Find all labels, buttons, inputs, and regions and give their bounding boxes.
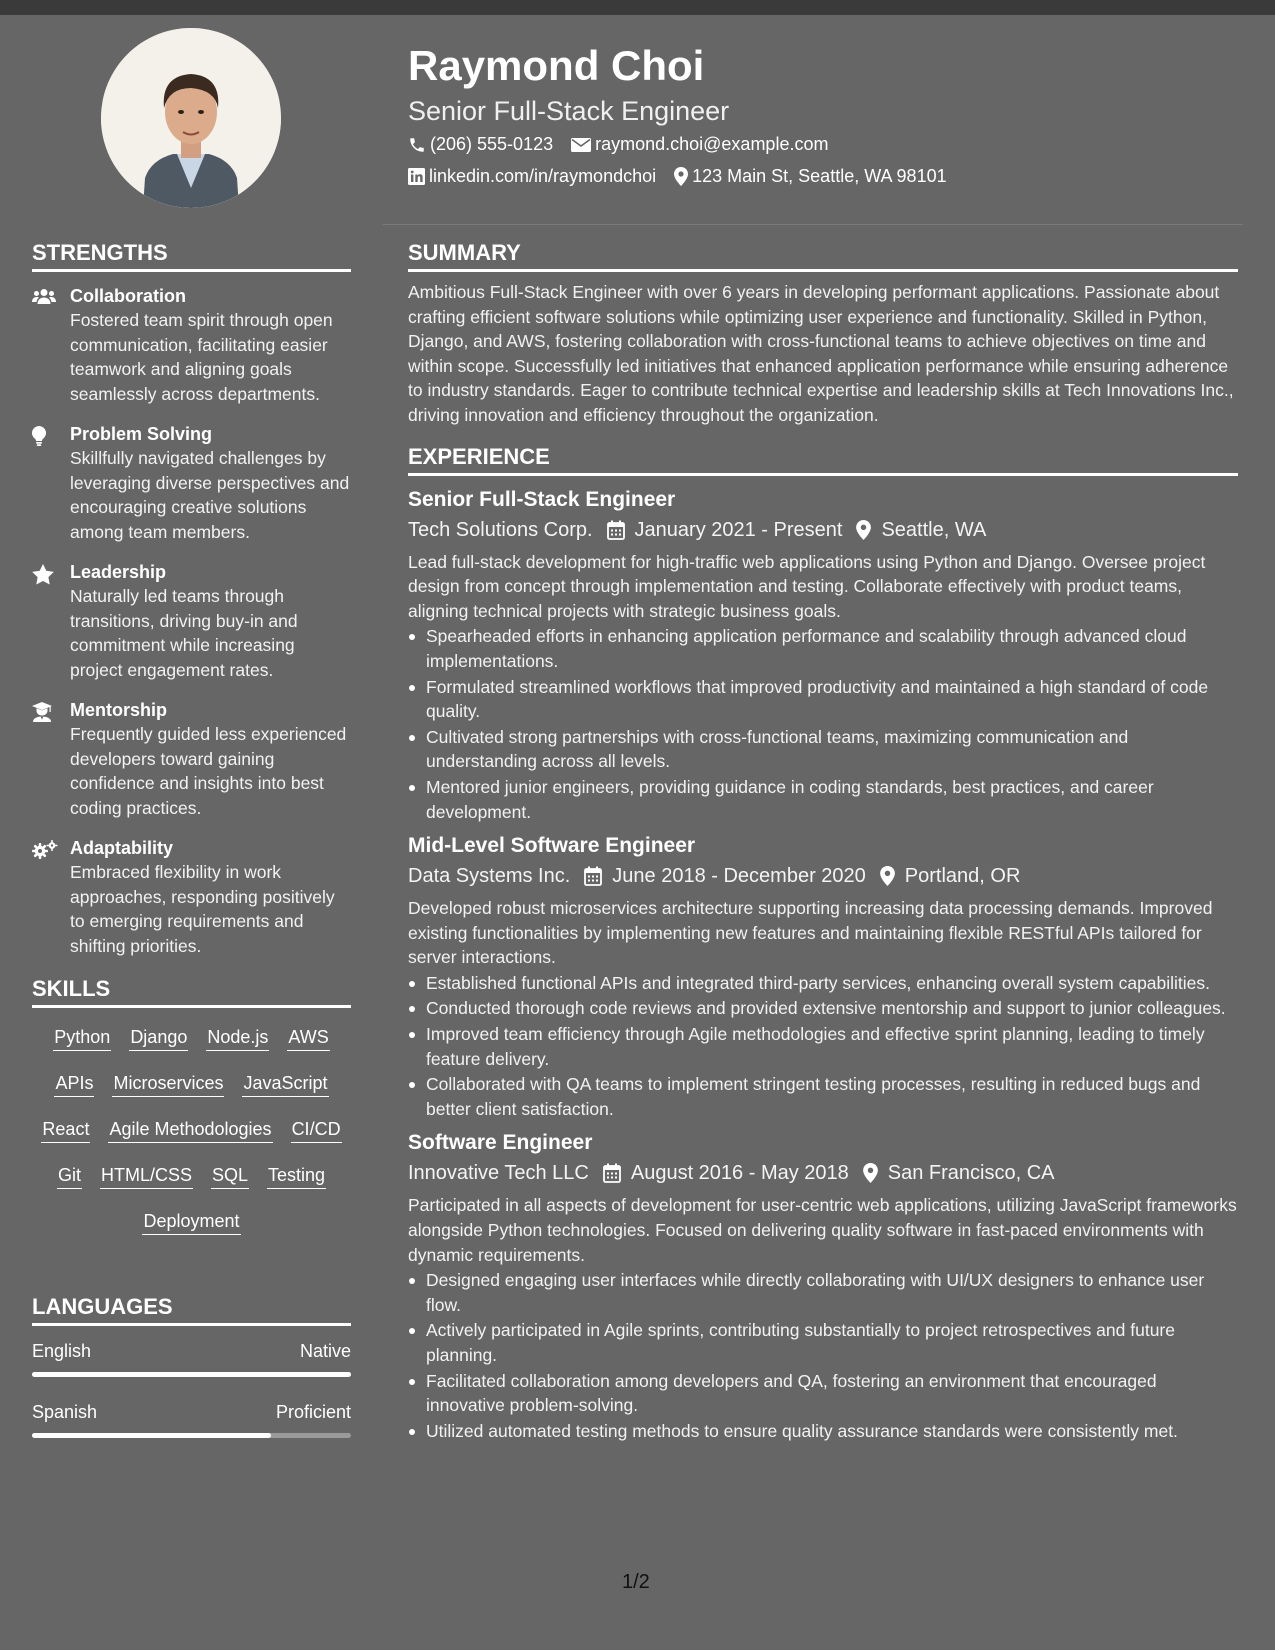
strength-title: Adaptability	[70, 838, 174, 858]
linkedin-contact[interactable]	[408, 166, 656, 187]
teacher-icon	[32, 702, 52, 722]
contact-row-2	[408, 166, 965, 187]
job-bullet: Improved team efficiency through Agile methodologies and effective sprint planning, leading to timely feature delivery.	[408, 1022, 1238, 1071]
calendar-icon	[584, 866, 602, 886]
job-title: Mid-Level Software Engineer	[408, 834, 696, 858]
language-proficiency-bar	[32, 1433, 351, 1438]
contact-row-1	[408, 134, 846, 155]
users-icon	[32, 288, 56, 304]
company-name: Tech Solutions Corp.	[408, 518, 593, 541]
linkedin-url[interactable]: linkedin.com/in/raymondchoi	[429, 166, 657, 186]
summary-text: Ambitious Full-Stack Engineer with over 6 years in developing performant applications. Passionate about crafting efficient software solutions while optimizing user experience and functionality. Skilled in Python, Django, and AWS, fostering collaboration with cross-functional teams to achieve objectives on time and within scope. Successfully led initiatives that enhanced application performance while ensuring adherence to industry standards. Eager to contribute technical expertise and leadership skills at Tech Innovations Inc., driving innovation and efficiency throughout the organization.	[408, 282, 1234, 425]
strength-title: Problem Solving	[70, 424, 213, 444]
job-description: Developed robust microservices architecture supporting increasing data processing demands. Improved existing functionalities by implementing new features and maintaining flexible RESTful APIs tailored for server interactions.	[408, 898, 1213, 968]
map-pin-icon	[880, 866, 895, 886]
skill-tag: Python	[53, 1024, 111, 1051]
skill-tag: Node.js	[206, 1024, 269, 1051]
language-proficiency-bar	[32, 1372, 351, 1377]
strengths-heading: STRENGTHS	[32, 238, 351, 272]
profile-photo	[101, 28, 281, 208]
email-address[interactable]: raymond.choi@example.com	[595, 134, 829, 154]
skill-tag: Agile Methodologies	[108, 1116, 272, 1143]
experience-heading: EXPERIENCE	[408, 442, 1238, 476]
job-bullet: Facilitated collaboration among developers and QA, fostering an environment that encouraged innovative problem-solving.	[408, 1369, 1238, 1418]
phone-number: (206) 555-0123	[430, 134, 554, 154]
language-proficiency-fill	[32, 1433, 271, 1438]
calendar-icon	[603, 1163, 621, 1183]
strength-item	[32, 698, 351, 820]
strength-item	[32, 836, 351, 958]
job-bullet: Utilized automated testing methods to ensure quality assurance standards were consistently met.	[408, 1419, 1238, 1444]
map-pin-icon	[674, 167, 688, 186]
email-contact[interactable]	[571, 134, 828, 155]
strength-title: Leadership	[70, 562, 167, 582]
skill-tag: AWS	[287, 1024, 329, 1051]
language-item	[32, 1399, 351, 1438]
job-bullet: Established functional APIs and integrated third-party services, enhancing overall system capabilities.	[408, 971, 1238, 996]
phone-contact	[408, 134, 553, 155]
job-title: Senior Full-Stack Engineer	[408, 487, 676, 511]
job-location: Seattle, WA	[881, 518, 987, 541]
gears-icon	[32, 840, 58, 860]
strength-title: Collaboration	[70, 286, 186, 306]
skill-tag: JavaScript	[242, 1070, 328, 1097]
job-meta	[408, 1157, 1238, 1189]
job-bullets	[408, 624, 1238, 824]
job-description: Lead full-stack development for high-traffic web applications using Python and Django. Oversee project design from concept through implementation and testing. Collaborate effectively with product teams, aligning technical projects with strategic business goals.	[408, 551, 1206, 621]
skill-tag: Microservices	[112, 1070, 224, 1097]
skill-tag: React	[41, 1116, 90, 1143]
job-meta	[408, 514, 1238, 546]
job-bullets	[408, 971, 1238, 1122]
page-number: 1/2	[622, 1571, 650, 1593]
header-divider	[383, 224, 1243, 225]
candidate-name: Raymond Choi	[408, 42, 705, 89]
linkedin-icon	[408, 168, 425, 185]
job-bullet: Mentored junior engineers, providing guidance in coding standards, best practices, and career development.	[408, 775, 1238, 824]
map-pin-icon	[856, 520, 871, 540]
strength-item	[32, 422, 351, 544]
job-dates: August 2016 - May 2018	[630, 1162, 849, 1185]
candidate-title: Senior Full-Stack Engineer	[408, 96, 730, 126]
job-description: Participated in all aspects of development for user-centric web applications, utilizing JavaScript frameworks alongside Python technologies. Focused on delivering quality software in fast-paced environments with dynamic requirements.	[408, 1195, 1237, 1265]
language-level: Native	[299, 1341, 351, 1361]
job-entry	[408, 832, 1238, 1121]
job-bullet: Spearheaded efforts in enhancing application performance and scalability through advanced cloud implementations.	[408, 624, 1238, 673]
job-bullet: Collaborated with QA teams to implement stringent testing processes, resulting in reduced bugs and better client satisfaction.	[408, 1072, 1238, 1121]
job-bullet: Designed engaging user interfaces while directly collaborating with UI/UX designers to enhance user flow.	[408, 1268, 1238, 1317]
strength-title: Mentorship	[70, 700, 167, 720]
job-title: Software Engineer	[408, 1131, 593, 1155]
job-bullet: Actively participated in Agile sprints, contributing substantially to project retrospectives and future planning.	[408, 1318, 1238, 1367]
language-name: Spanish	[32, 1402, 98, 1422]
job-location: Portland, OR	[904, 865, 1021, 888]
skill-tag: Testing	[267, 1162, 326, 1189]
language-item	[32, 1338, 351, 1377]
job-bullet: Cultivated strong partnerships with cross-functional teams, maximizing communication and understanding across all levels.	[408, 725, 1238, 774]
main-content	[408, 238, 1238, 1453]
job-bullet: Conducted thorough code reviews and provided extensive mentorship and support to junior colleagues.	[408, 996, 1238, 1021]
strength-description: Fostered team spirit through open communication, facilitating easier teamwork and aligning goals seamlessly across departments.	[70, 310, 333, 404]
job-location: San Francisco, CA	[887, 1162, 1055, 1185]
skills-heading: SKILLS	[32, 974, 351, 1008]
address-text: 123 Main St, Seattle, WA 98101	[692, 166, 947, 186]
job-dates: January 2021 - Present	[634, 518, 843, 541]
phone-icon	[408, 136, 426, 154]
skill-tag: Git	[57, 1162, 82, 1189]
sidebar	[32, 238, 351, 1460]
language-name: English	[32, 1341, 92, 1361]
skill-tag: Deployment	[142, 1208, 240, 1235]
strength-description: Embraced flexibility in work approaches, responding positively to emerging requirements and shifting priorities.	[70, 862, 335, 956]
skill-tag: HTML/CSS	[100, 1162, 193, 1189]
skill-tag: SQL	[211, 1162, 249, 1189]
skills-list	[32, 1020, 351, 1254]
lightbulb-icon	[32, 426, 46, 446]
map-pin-icon	[863, 1163, 878, 1183]
star-icon	[32, 564, 54, 585]
job-meta	[408, 860, 1238, 892]
strength-description: Frequently guided less experienced developers toward gaining confidence and insights into best coding practices.	[70, 724, 347, 818]
languages-heading: LANGUAGES	[32, 1292, 351, 1326]
envelope-icon	[571, 137, 591, 153]
strength-item	[32, 560, 351, 682]
strength-description: Skillfully navigated challenges by leveraging diverse perspectives and encouraging creative solutions among team members.	[70, 448, 350, 542]
language-level: Proficient	[275, 1402, 351, 1422]
summary-heading: SUMMARY	[408, 238, 1238, 272]
strength-item	[32, 284, 351, 406]
job-dates: June 2018 - December 2020	[612, 865, 866, 888]
top-bar	[0, 0, 1275, 15]
job-entry	[408, 1129, 1238, 1443]
job-bullets	[408, 1268, 1238, 1443]
language-proficiency-fill	[32, 1372, 351, 1377]
job-entry	[408, 486, 1238, 825]
calendar-icon	[607, 520, 625, 540]
company-name: Innovative Tech LLC	[408, 1162, 589, 1185]
address-contact	[674, 166, 947, 187]
strength-description: Naturally led teams through transitions, driving buy-in and commitment while increasing project engagement rates.	[70, 586, 298, 680]
skill-tag: APIs	[54, 1070, 94, 1097]
job-bullet: Formulated streamlined workflows that improved productivity and maintained a high standard of code quality.	[408, 675, 1238, 724]
skill-tag: Django	[129, 1024, 188, 1051]
skill-tag: CI/CD	[291, 1116, 342, 1143]
company-name: Data Systems Inc.	[408, 865, 571, 888]
